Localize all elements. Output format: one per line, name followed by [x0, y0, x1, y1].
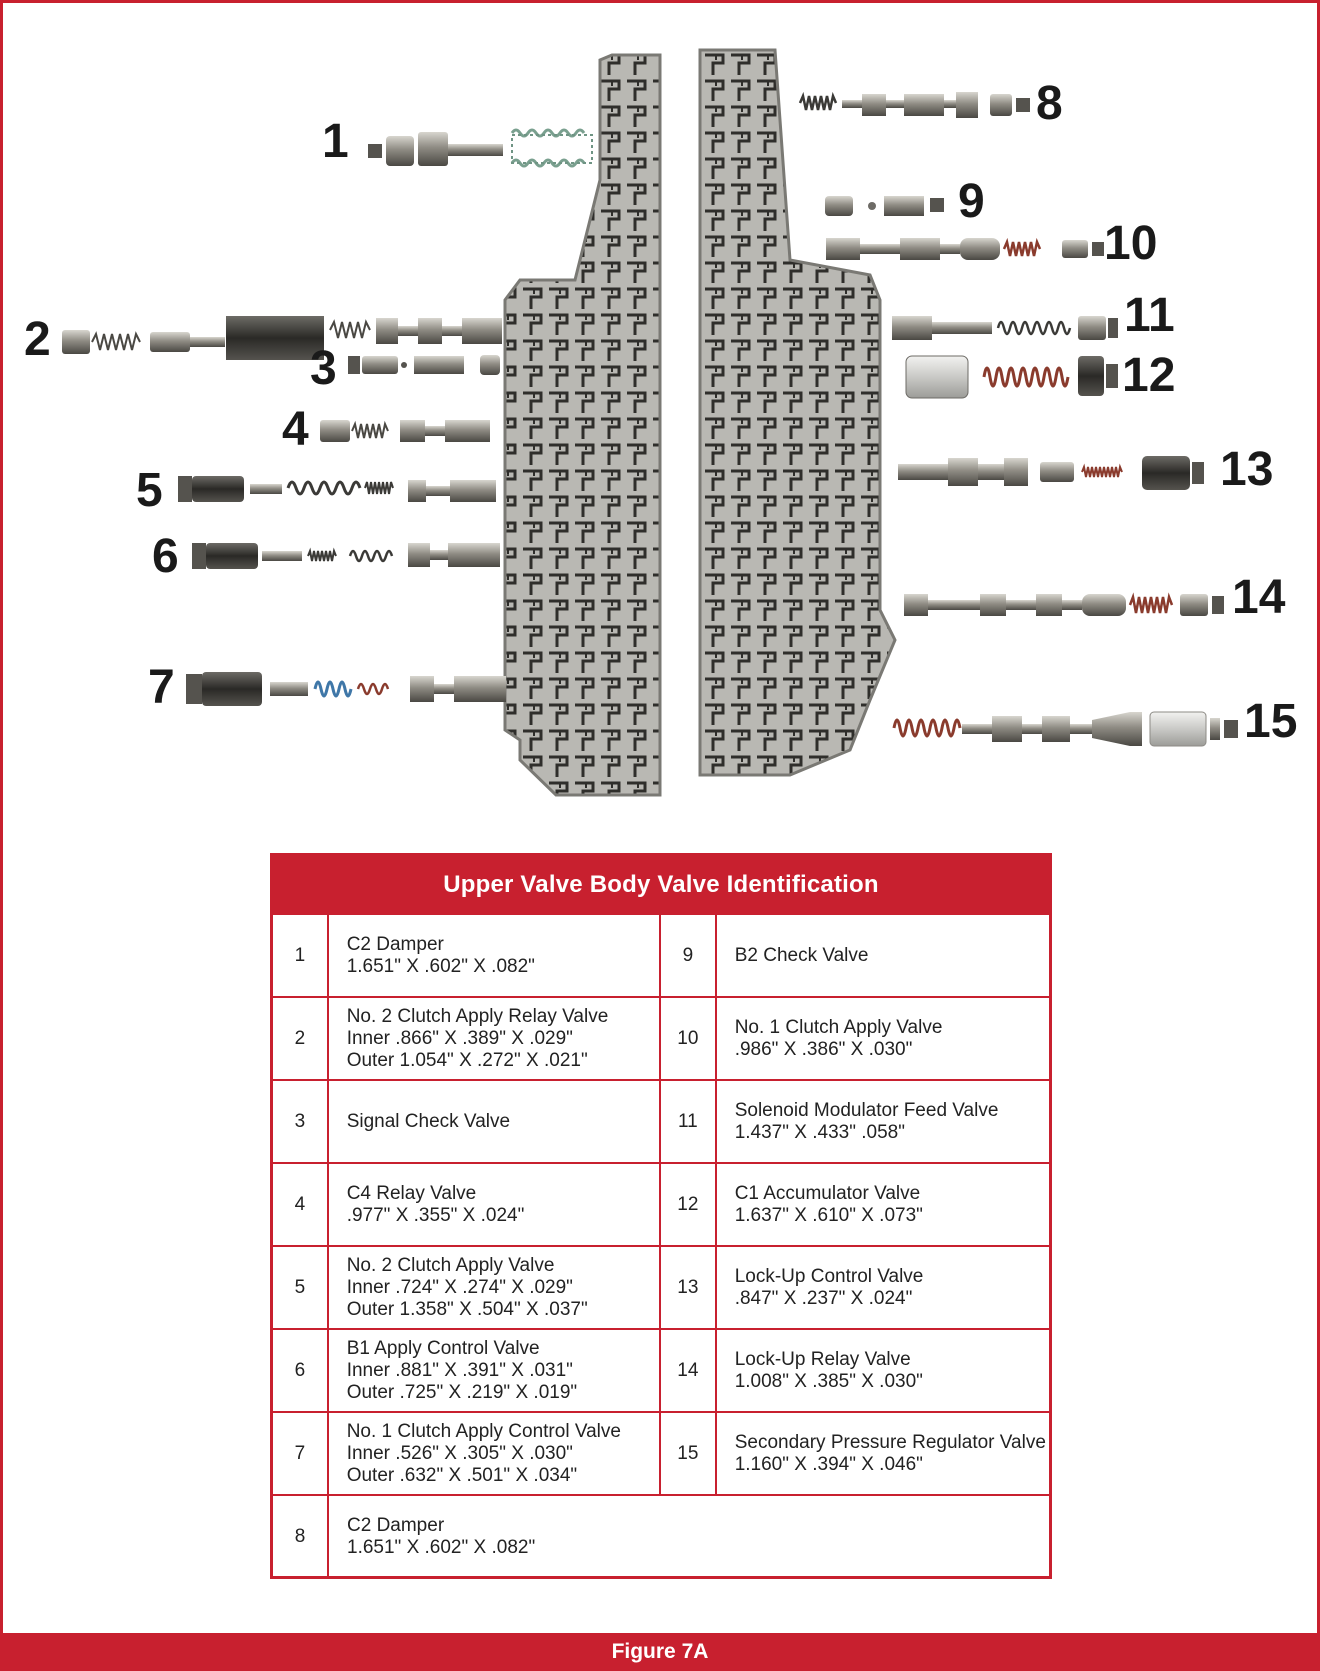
valve-4-parts [320, 420, 490, 442]
valve-2-parts [62, 316, 502, 360]
desc-line: 1.651" X .602" X .082" [347, 1536, 536, 1558]
row-number: 3 [273, 1081, 329, 1162]
valve-body-diagram [0, 0, 1320, 820]
valve-body-right [700, 50, 895, 775]
row-number: 12 [661, 1164, 717, 1245]
row-description [717, 1413, 1049, 1494]
desc-line: .986" X .386" X .030" [734, 1038, 913, 1060]
row-description [717, 1330, 1049, 1411]
row-description [329, 1164, 661, 1245]
row-description [329, 998, 661, 1079]
valve-15-parts [894, 712, 1238, 746]
figure-caption: Figure 7A [611, 1640, 709, 1663]
row-number: 1 [273, 915, 329, 996]
desc-line: Inner .724" X .274" X .029" [346, 1276, 573, 1298]
desc-line: C2 Damper [346, 933, 444, 955]
desc-line: Outer .632" X .501" X .034" [346, 1464, 578, 1486]
desc-line: Outer .725" X .219" X .019" [346, 1381, 578, 1403]
table-row [273, 1411, 1049, 1494]
table-title: Upper Valve Body Valve Identification [273, 856, 1049, 913]
row-number: 9 [661, 915, 717, 996]
row-description [329, 1081, 661, 1162]
row-number: 8 [273, 1496, 329, 1577]
desc-line: C4 Relay Valve [346, 1182, 477, 1204]
row-description [329, 1247, 661, 1328]
callout-12: 12 [1122, 349, 1176, 402]
valve-identification-table [270, 853, 1052, 1579]
desc-line: 1.437" X .433" .058" [734, 1121, 905, 1143]
valve-9-parts [825, 196, 944, 216]
desc-line: .847" X .237" X .024" [734, 1287, 913, 1309]
desc-line: C1 Accumulator Valve [734, 1182, 921, 1204]
table-row [273, 996, 1049, 1079]
valve-1-parts [368, 130, 592, 166]
desc-line: Secondary Pressure Regulator Valve [734, 1431, 1046, 1453]
desc-line: C2 Damper [347, 1514, 445, 1536]
row-description [329, 1413, 661, 1494]
table-row [273, 1079, 1049, 1162]
desc-line: B2 Check Valve [734, 944, 869, 966]
valve-3-parts [348, 355, 500, 375]
desc-line: Lock-Up Relay Valve [734, 1348, 911, 1370]
row-number: 15 [661, 1413, 717, 1494]
callout-11: 11 [1124, 289, 1175, 342]
desc-line: 1.008" X .385" X .030" [734, 1370, 923, 1392]
callout-7: 7 [148, 661, 175, 714]
row-description [717, 915, 1049, 996]
row-description [329, 1330, 661, 1411]
callout-13: 13 [1220, 443, 1274, 496]
desc-line: B1 Apply Control Valve [346, 1337, 540, 1359]
callout-8: 8 [1036, 77, 1063, 130]
desc-line: .977" X .355" X .024" [346, 1204, 525, 1226]
row-number: 5 [273, 1247, 329, 1328]
table-row [273, 1328, 1049, 1411]
desc-line: Solenoid Modulator Feed Valve [734, 1099, 999, 1121]
desc-line: 1.160" X .394" X .046" [734, 1453, 923, 1475]
callout-6: 6 [152, 530, 179, 583]
callout-4: 4 [282, 403, 309, 456]
desc-line: No. 1 Clutch Apply Valve [734, 1016, 943, 1038]
table-row [273, 913, 1049, 996]
valve-14-parts [904, 594, 1224, 616]
table-row [273, 1245, 1049, 1328]
row-number: 13 [661, 1247, 717, 1328]
row-number: 7 [273, 1413, 329, 1494]
row-description [717, 998, 1049, 1079]
figure-caption-bar [0, 1633, 1320, 1671]
callout-3: 3 [310, 342, 337, 395]
valve-12-parts [906, 356, 1118, 398]
row-number: 14 [661, 1330, 717, 1411]
row-description [329, 915, 661, 996]
valve-11-parts [892, 316, 1118, 340]
desc-line: Lock-Up Control Valve [734, 1265, 924, 1287]
table-row [273, 1494, 1049, 1577]
valve-body-left [505, 55, 660, 795]
valve-10-parts [826, 238, 1104, 260]
desc-line: 1.651" X .602" X .082" [346, 955, 535, 977]
valve-13-parts [898, 456, 1204, 490]
valve-body-illustration [0, 0, 1320, 820]
valve-7-parts [186, 672, 506, 706]
valve-8-parts [800, 92, 1030, 118]
desc-line: Inner .526" X .305" X .030" [346, 1442, 573, 1464]
row-description [717, 1081, 1049, 1162]
desc-line: Outer 1.054" X .272" X .021" [346, 1049, 588, 1071]
valve-6-parts [192, 543, 500, 569]
row-number: 6 [273, 1330, 329, 1411]
callout-9: 9 [958, 175, 985, 228]
callout-14: 14 [1232, 571, 1286, 624]
desc-line: 1.637" X .610" X .073" [734, 1204, 923, 1226]
desc-line: Inner .866" X .389" X .029" [346, 1027, 573, 1049]
desc-line: No. 2 Clutch Apply Valve [346, 1254, 555, 1276]
desc-line: No. 2 Clutch Apply Relay Valve [346, 1005, 609, 1027]
callout-15: 15 [1244, 695, 1298, 748]
desc-line: Outer 1.358" X .504" X .037" [346, 1298, 588, 1320]
row-number: 4 [273, 1164, 329, 1245]
desc-line: Inner .881" X .391" X .031" [346, 1359, 573, 1381]
desc-line: No. 1 Clutch Apply Control Valve [346, 1420, 621, 1442]
valve-5-parts [178, 476, 496, 502]
callout-2: 2 [24, 313, 51, 366]
callout-5: 5 [136, 464, 163, 517]
row-number: 2 [273, 998, 329, 1079]
callout-1: 1 [322, 115, 349, 168]
row-description [717, 1164, 1049, 1245]
row-description [329, 1496, 1049, 1577]
row-number: 11 [661, 1081, 717, 1162]
row-number: 10 [661, 998, 717, 1079]
desc-line: Signal Check Valve [346, 1110, 511, 1132]
row-description [717, 1247, 1049, 1328]
callout-10: 10 [1104, 217, 1158, 270]
table-row [273, 1162, 1049, 1245]
